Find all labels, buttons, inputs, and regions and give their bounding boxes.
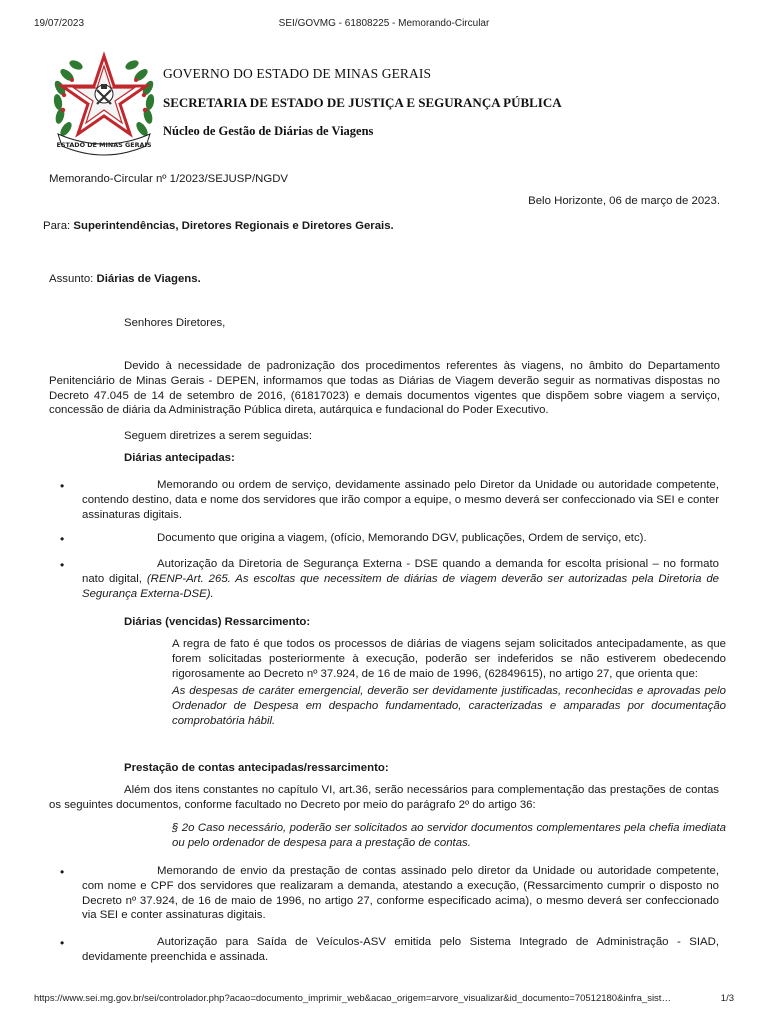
bullet-icon: • bbox=[60, 865, 65, 879]
print-footer bbox=[0, 993, 768, 1007]
prestacao-quote: § 2o Caso necessário, poderão ser solicitados ao servidor documentos complementares pela chefia imediata ou pelo ordenador de despesa para a prestação de contas. bbox=[172, 822, 726, 849]
subject-value: Diárias de Viagens. bbox=[96, 273, 201, 285]
prestacao-item-2: Autorização para Saída de Veículos-ASV emitida pelo Sistema Integrado de Administração - SIAD, devidamente preenchida e assinada. bbox=[82, 936, 719, 963]
subject bbox=[49, 272, 721, 287]
bullet-icon: • bbox=[60, 558, 65, 572]
place-and-date: Belo Horizonte, 06 de março de 2023. bbox=[528, 195, 720, 207]
prestacao-title: Prestação de contas antecipadas/ressarcimento: bbox=[124, 762, 389, 774]
print-header bbox=[0, 18, 768, 32]
to-value: Superintendências, Diretores Regionais e Diretores Gerais. bbox=[73, 220, 394, 232]
secretariat-title: SECRETARIA DE ESTADO DE JUSTIÇA E SEGURANÇA PÚBLICA bbox=[163, 95, 562, 110]
ressarcimento-title: Diárias (vencidas) Ressarcimento: bbox=[124, 616, 311, 628]
to-label: Para: bbox=[43, 220, 71, 232]
bullet-icon: • bbox=[60, 479, 65, 493]
antecipadas-item-3-text: Autorização da Diretoria de Segurança Externa - DSE quando a demanda for escolta prisional – no formato nato digital, bbox=[82, 558, 719, 585]
nucleus-title: Núcleo de Gestão de Diárias de Viagens bbox=[163, 124, 374, 138]
guidelines-text: Seguem diretrizes a serem seguidas: bbox=[124, 430, 313, 442]
antecipadas-item-3 bbox=[82, 557, 719, 601]
print-title: SEI/GOVMG - 61808225 - Memorando-Circular bbox=[278, 18, 490, 29]
coat-of-arms-seal bbox=[48, 50, 160, 160]
prestacao-item-1: Memorando de envio da prestação de contas assinado pelo diretor da Unidade ou autoridade competente, com nome e CPF dos servidores que realizaram a demanda, atestando a execução, (Ressarcimento cumprir o disposto no Decreto nº 37.924, de 16 de maio de 1996, no artigo 27, conforme especificado acima), o mesmo deverá ser confeccionado via SEI e conter assinaturas digitais. bbox=[82, 865, 719, 922]
greeting: Senhores Diretores, bbox=[124, 317, 226, 329]
antecipadas-item-2: Documento que origina a viagem, (ofício, Memorando DGV, publicações, Ordem de serviço, etc). bbox=[157, 532, 647, 544]
memo-number: Memorando-Circular nº 1/2023/SEJUSP/NGDV bbox=[49, 173, 289, 185]
antecipadas-item-1: Memorando ou ordem de serviço, devidamente assinado pelo Diretor da Unidade ou autoridade competente, contendo destino, data e nome dos servidores que irão compor a equipe, o mesmo deverá ser confeccionado via SEI e conter assinaturas digitais. bbox=[82, 479, 719, 521]
antecipadas-item-3-citation: (RENP-Art. 265. As escoltas que necessitem de diárias de viagem deverão ser autorizadas pela Diretoria de Segurança Externa-DSE). bbox=[82, 572, 719, 600]
page-number: 1/3 bbox=[720, 993, 734, 1004]
seal-ribbon-text: ESTADO DE MINAS GERAIS bbox=[56, 141, 152, 149]
government-title: GOVERNO DO ESTADO DE MINAS GERAIS bbox=[163, 66, 432, 81]
ressarcimento-quote: As despesas de caráter emergencial, deverão ser devidamente justificadas, reconhecidas e aprovadas pelo Ordenador de Despesa em despacho fundamentado, caracterizadas e amparadas por documentação comprobatória hábil. bbox=[172, 685, 726, 727]
subject-label: Assunto: bbox=[49, 273, 94, 285]
antecipadas-title: Diárias antecipadas: bbox=[124, 452, 235, 464]
ressarcimento-text: A regra de fato é que todos os processos de diárias de viagens sejam solicitados antecipadamente, as que forem solicitadas posteriormente à execução, poderão ser indeferidos se não estiverem obedecendo rigorosamente ao Decreto nº 37.924, de 16 de maio de 1996, (62849615), no artigo 27, que orienta que: bbox=[172, 638, 726, 680]
intro-paragraph: Devido à necessidade de padronização dos procedimentos referentes às viagens, no âmbito do Departamento Penitenciário de Minas Gerais - DEPEN, informamos que todas as Diárias de Viagem deverão seguir as normativas dispostas no Decreto 47.045 de 14 de setembro de 2016, (61817023) e demais documentos vigentes que dispõem sobre viagem a serviço, concessão de diária da Administração Pública direta, autárquica e fundacional do Poder Executivo. bbox=[49, 360, 720, 417]
print-date: 19/07/2023 bbox=[34, 18, 85, 29]
page-url: https://www.sei.mg.gov.br/sei/controlador.php?acao=documento_imprimir_web&acao_origem=arvore_visualizar&id_documento=70512180&infra_sist… bbox=[34, 993, 671, 1004]
recipients bbox=[43, 219, 715, 234]
bullet-icon: • bbox=[60, 532, 65, 546]
prestacao-text: Além dos itens constantes no capítulo VI, art.36, serão necessários para complementação das prestações de contas os seguintes documentos, conforme facultado no Decreto por meio do parágrafo 2º do artigo 36: bbox=[49, 784, 719, 811]
bullet-icon: • bbox=[60, 936, 65, 950]
